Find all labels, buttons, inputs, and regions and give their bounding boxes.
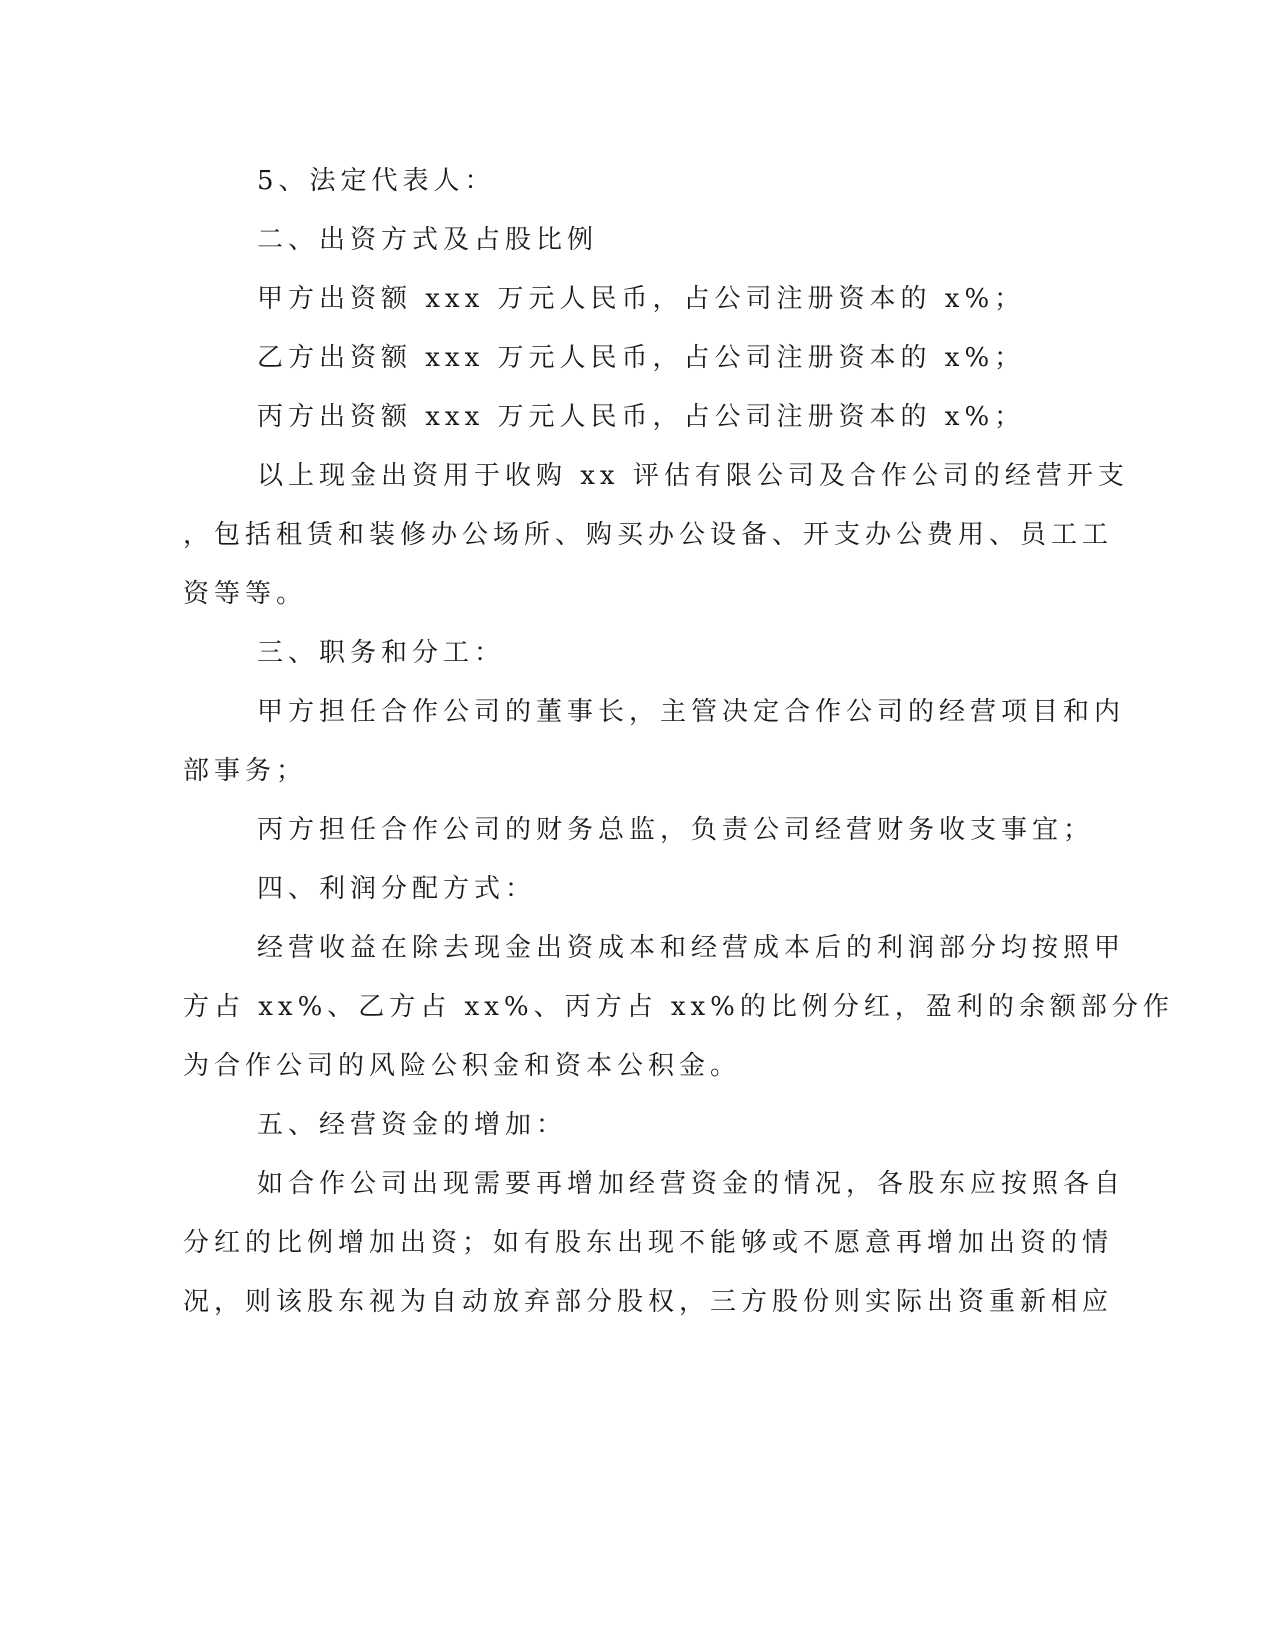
- paragraph-line: 部事务；: [183, 756, 308, 786]
- paragraph-line: 以上现金出资用于收购 xx 评估有限公司及合作公司的经营开支: [257, 461, 1129, 491]
- party-a-contribution: 甲方出资额 xxx 万元人民币，占公司注册资本的 x%；: [257, 284, 1026, 314]
- paragraph-line: ，包括租赁和装修办公场所、购买办公设备、开支办公费用、员工工: [183, 520, 1114, 550]
- paragraph-line: 甲方担任合作公司的董事长，主管决定合作公司的经营项目和内: [257, 697, 1126, 727]
- party-b-contribution: 乙方出资额 xxx 万元人民币，占公司注册资本的 x%；: [257, 343, 1026, 373]
- paragraph-line: 丙方担任合作公司的财务总监，负责公司经营财务收支事宜；: [257, 815, 1095, 845]
- section-heading-capital-increase: 五、经营资金的增加：: [257, 1110, 568, 1140]
- paragraph-line: 资等等。: [183, 579, 308, 609]
- section-heading-profit-distribution: 四、利润分配方式：: [257, 874, 537, 904]
- section-heading-duties: 三、职务和分工：: [257, 638, 506, 668]
- item-legal-representative: 5、法定代表人：: [257, 166, 496, 196]
- paragraph-line: 经营收益在除去现金出资成本和经营成本后的利润部分均按照甲: [257, 933, 1126, 963]
- paragraph-line: 分红的比例增加出资；如有股东出现不能够或不愿意再增加出资的情: [183, 1228, 1114, 1258]
- paragraph-line: 方占 xx%、乙方占 xx%、丙方占 xx%的比例分红，盈利的余额部分作: [183, 992, 1174, 1022]
- section-heading-capital-contribution: 二、出资方式及占股比例: [257, 225, 599, 255]
- paragraph-line: 况，则该股东视为自动放弃部分股权，三方股份则实际出资重新相应: [183, 1287, 1114, 1317]
- paragraph-line: 为合作公司的风险公积金和资本公积金。: [183, 1051, 742, 1081]
- party-c-contribution: 丙方出资额 xxx 万元人民币，占公司注册资本的 x%；: [257, 402, 1026, 432]
- paragraph-line: 如合作公司出现需要再增加经营资金的情况，各股东应按照各自: [257, 1169, 1126, 1199]
